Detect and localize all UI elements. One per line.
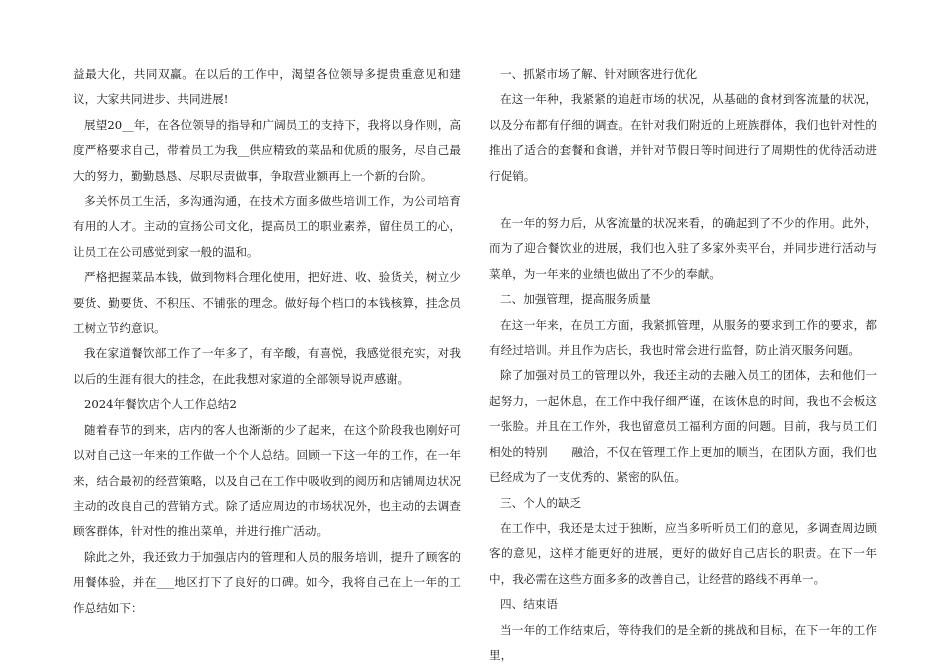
paragraph-gap	[489, 189, 877, 211]
section-heading: 四、结束语	[500, 597, 558, 612]
paragraph: 在这一年种，我紧紧的追赶市场的状况，从基础的食材到客流量的状况，以及分布都有仔细的调查。在针对我们附近的上班族群体，我们也针对性的推出了适合的套餐和食谱，并针对节假日等时间进行了周期性的优待活动进行促销。	[489, 92, 877, 183]
paragraph: 在一年的努力后，从客流量的状况来看，的确起到了不少的作用。此外，而为了迎合餐饮业的进展，我们也入驻了多家外卖平台，并同步进行活动与菜单，为一年来的业绩也做出了不少的奉献。	[489, 216, 877, 281]
paragraph: 在这一年来，在员工方面，我紧抓管理，从服务的要求到工作的要求，都有经过培训。并且作为店长，我也时常会进行监督，防止消灭服务问题。	[489, 317, 877, 358]
section-title: 2024年餐饮店个人工作总结2	[84, 397, 237, 412]
paragraph: 在工作中，我还是太过于独断，应当多听听员工们的意见，多调查周边顾客的意见，这样才能更好的进展，更好的做好自己店长的职责。在下一年中，我必需在这些方面多多的改善自己，让经营的路线不再单一。	[489, 520, 877, 586]
right-column	[489, 62, 877, 668]
left-column	[73, 62, 461, 621]
paragraph: 益最大化，共同双赢。在以后的工作中，渴望各位领导多提贵重意见和建议，大家共同进步、共同进展!	[73, 67, 461, 107]
paragraph: 除了加强对员工的管理以外，我还主动的去融入员工的团体，去和他们一起努力，一起休息，在工作中我仔细严谨，在该休息的时间，我也不会板这一张脸。并且在工作外，我也留意员工福利方面的问题。目前，我与员工们相处的特别 融洽，不仅在管理工作上更加的顺当，在团队方面，我们也已经成为了一支优秀的、紧密的队伍。	[489, 368, 877, 485]
section-heading: 二、加强管理，提高服务质量	[500, 292, 651, 307]
paragraph: 随着春节的到来，店内的客人也渐渐的少了起来，在这个阶段我也刚好可以对自己这一年来的工作做一个个人总结。回顾一下这一年的工作，在一年来，结合最初的经营策略，以及自己在工作中吸收到的阅历和店铺周边状况主动的改良自己的营销方式。除了适应周边的市场状况外，也主动的去调查顾客群体，针对性的推出菜单，并进行推广活动。	[73, 422, 461, 539]
paragraph: 除此之外，我还致力于加强店内的管理和人员的服务培训，提升了顾客的用餐体验，并在___地区打下了良好的口碑。如今，我将自己在上一年的工作总结如下：	[73, 549, 461, 615]
paragraph: 严格把握菜品本钱，做到物料合理化使用，把好进、收、验货关，树立少要货、勤要货、不积压、不铺张的理念。做好每个档口的本钱核算，挂念员工树立节约意识。	[73, 270, 461, 336]
paragraph: 我在家道餐饮部工作了一年多了，有辛酸，有喜悦，我感觉很充实，对我以后的生涯有很大的挂念，在此我想对家道的全部领导说声感谢。	[73, 346, 461, 386]
paragraph: 当一年的工作结束后，等待我们的是全新的挑战和目标，在下一年的工作里，	[489, 622, 877, 662]
section-heading: 一、抓紧市场了解、针对顾客进行优化	[500, 67, 698, 81]
section-heading: 三、个人的缺乏	[500, 495, 582, 510]
paragraph: 多关怀员工生活，多沟通沟通，在技术方面多做些培训工作，为公司培育有用的人才。主动的宣扬公司文化，提高员工的职业素养，留住员工的心，让员工在公司感觉到家一般的温和。	[73, 194, 461, 259]
paragraph: 展望20__年，在各位领导的指导和广阔员工的支持下，我将以身作则，高度严格要求自己，带着员工为我__供应精致的菜品和优质的服务，尽自己最大的努力，勤勤恳恳、尽职尽责做事，争取营业额再上一个新的台阶。	[73, 117, 461, 183]
